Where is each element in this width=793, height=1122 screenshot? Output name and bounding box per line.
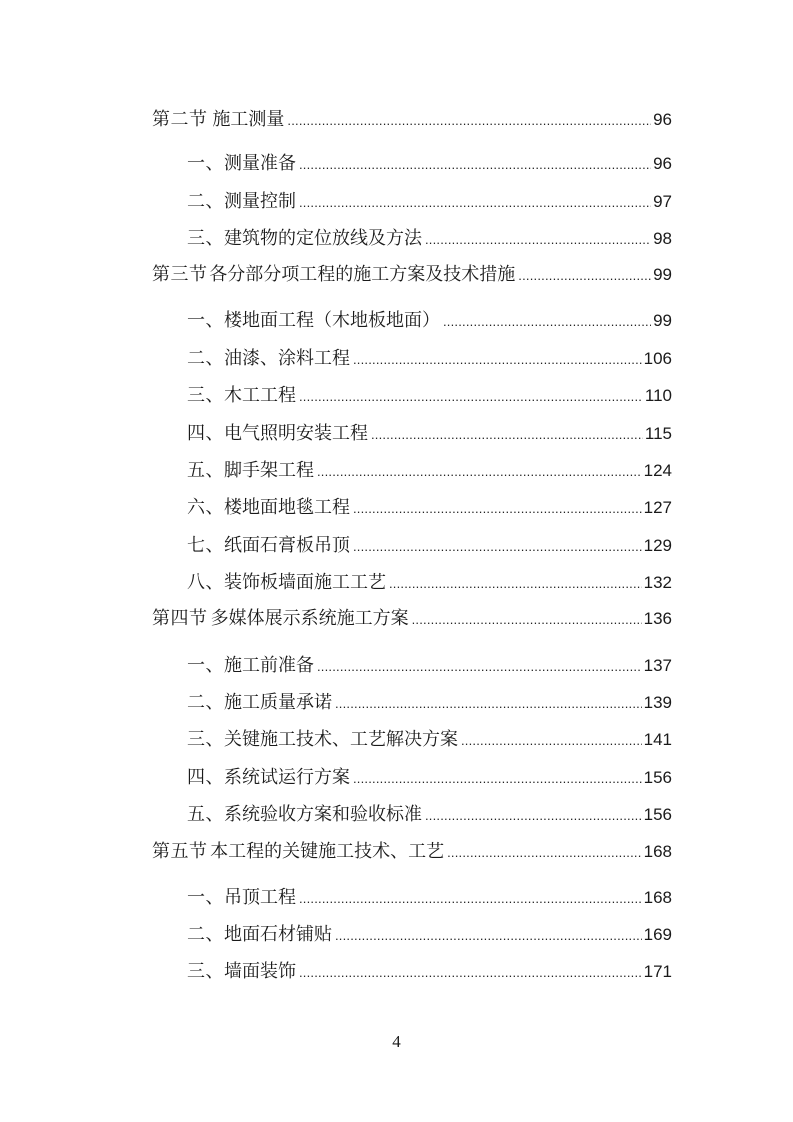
- toc-title: 施工测量: [212, 109, 285, 130]
- toc-section[interactable]: [152, 107, 672, 133]
- toc-page: 115: [644, 424, 672, 443]
- toc-number: 八、: [187, 572, 224, 593]
- toc-title: 纸面石膏板吊顶: [224, 535, 350, 556]
- toc-page: 99: [653, 311, 672, 330]
- toc-leader: [299, 960, 642, 986]
- toc-number: 一、: [187, 655, 224, 676]
- toc-item[interactable]: [187, 533, 672, 559]
- toc-number: 三、: [187, 385, 224, 406]
- toc-leader: [443, 309, 651, 335]
- toc-page: 168: [643, 842, 672, 861]
- toc-page: 127: [643, 498, 672, 517]
- toc-item[interactable]: [187, 765, 672, 791]
- toc-page: 156: [643, 768, 672, 787]
- toc-item[interactable]: [187, 189, 672, 215]
- toc-page: 96: [653, 154, 672, 173]
- toc-number: 五、: [187, 460, 224, 481]
- toc-title: 测量控制: [224, 191, 296, 212]
- toc-item[interactable]: [187, 308, 672, 334]
- toc-page: 110: [644, 386, 672, 405]
- toc-title: 地面石材铺贴: [224, 924, 332, 945]
- toc-title: 各分部分项工程的施工方案及技术措施: [209, 264, 516, 285]
- toc-leader: [461, 728, 642, 754]
- toc-page: 137: [643, 656, 672, 675]
- toc-page: 169: [643, 925, 672, 944]
- toc-item[interactable]: [187, 959, 672, 985]
- toc-title: 油漆、涂料工程: [224, 348, 350, 369]
- toc-item[interactable]: [187, 421, 672, 447]
- toc-number: 二、: [187, 692, 224, 713]
- toc-page: 136: [643, 609, 672, 628]
- toc-number: 第三节: [152, 264, 208, 285]
- toc-page: 106: [643, 349, 672, 368]
- toc-page: 171: [643, 962, 672, 981]
- toc-leader: [299, 886, 642, 912]
- toc-section[interactable]: [152, 606, 672, 632]
- toc-number: 一、: [187, 153, 224, 174]
- toc-number: 第五节: [152, 841, 208, 862]
- toc-title: 装饰板墙面施工工艺: [224, 572, 386, 593]
- toc-title: 多媒体展示系统施工方案: [210, 608, 409, 629]
- toc-title: 楼地面地毯工程: [224, 497, 350, 518]
- toc-number: 第四节: [152, 608, 208, 629]
- toc-leader: [425, 227, 651, 253]
- toc-title: 木工工程: [224, 385, 296, 406]
- toc-item[interactable]: [187, 346, 672, 372]
- toc-page: 129: [643, 536, 672, 555]
- toc-leader: [335, 691, 642, 717]
- toc-number: 第二节: [152, 109, 208, 130]
- toc-number: 二、: [187, 348, 224, 369]
- page-number: 4: [392, 1032, 401, 1051]
- toc-number: 四、: [187, 423, 224, 444]
- toc-leader: [299, 384, 643, 410]
- toc-leader: [353, 534, 642, 560]
- toc-title: 施工前准备: [224, 655, 314, 676]
- toc-leader: [353, 347, 642, 373]
- toc-leader: [389, 571, 642, 597]
- toc-page: 99: [653, 265, 672, 284]
- toc-item[interactable]: [187, 727, 672, 753]
- toc-item[interactable]: [187, 495, 672, 521]
- toc-title: 吊顶工程: [224, 887, 296, 908]
- toc-number: 一、: [187, 310, 224, 331]
- toc-item[interactable]: [187, 802, 672, 828]
- toc-page: 132: [643, 573, 672, 592]
- toc-number: 一、: [187, 887, 224, 908]
- toc-number: 四、: [187, 767, 224, 788]
- toc-title: 墙面装饰: [224, 961, 296, 982]
- toc-item[interactable]: [187, 570, 672, 596]
- toc-item[interactable]: [187, 458, 672, 484]
- toc-number: 五、: [187, 804, 224, 825]
- toc-item[interactable]: [187, 226, 672, 252]
- toc-item[interactable]: [187, 383, 672, 409]
- toc-title: 测量准备: [224, 153, 296, 174]
- toc-page: 139: [643, 693, 672, 712]
- toc-leader: [518, 263, 651, 289]
- toc-page: 124: [643, 461, 672, 480]
- toc-title: 关键施工技术、工艺解决方案: [224, 729, 458, 750]
- toc-leader: [335, 923, 642, 949]
- toc-page: 97: [653, 192, 672, 211]
- toc-title: 施工质量承诺: [224, 692, 332, 713]
- toc-number: 二、: [187, 191, 224, 212]
- toc-page: 96: [653, 110, 672, 129]
- toc-page: 168: [643, 888, 672, 907]
- toc-section[interactable]: [152, 839, 672, 865]
- toc-leader: [425, 803, 642, 829]
- toc-leader: [412, 607, 642, 633]
- toc-title: 电气照明安装工程: [224, 423, 368, 444]
- toc-item[interactable]: [187, 151, 672, 177]
- toc-number: 三、: [187, 961, 224, 982]
- toc-title: 系统试运行方案: [224, 767, 350, 788]
- toc-leader: [299, 190, 651, 216]
- toc-leader: [317, 459, 642, 485]
- toc-page: 156: [643, 805, 672, 824]
- toc-leader: [447, 840, 642, 866]
- toc-page: 98: [653, 229, 672, 248]
- toc-item[interactable]: [187, 653, 672, 679]
- toc-title: 系统验收方案和验收标准: [224, 804, 422, 825]
- toc-number: 六、: [187, 497, 224, 518]
- toc-number: 三、: [187, 228, 224, 249]
- toc-item[interactable]: [187, 885, 672, 911]
- toc-item[interactable]: [187, 690, 672, 716]
- toc-leader: [299, 152, 651, 178]
- toc-number: 七、: [187, 535, 224, 556]
- toc-title: 脚手架工程: [224, 460, 314, 481]
- toc-title: 建筑物的定位放线及方法: [224, 228, 422, 249]
- toc-leader: [353, 766, 642, 792]
- toc-number: 三、: [187, 729, 224, 750]
- toc-page: 141: [643, 730, 672, 749]
- toc-leader: [353, 496, 642, 522]
- toc-section[interactable]: [152, 262, 672, 288]
- toc-leader: [371, 422, 643, 448]
- toc-leader: [287, 108, 651, 134]
- toc-title: 本工程的关键施工技术、工艺: [210, 841, 445, 862]
- toc-item[interactable]: [187, 922, 672, 948]
- toc-number: 二、: [187, 924, 224, 945]
- toc-title: 楼地面工程（木地板地面）: [224, 310, 440, 331]
- toc-leader: [317, 654, 642, 680]
